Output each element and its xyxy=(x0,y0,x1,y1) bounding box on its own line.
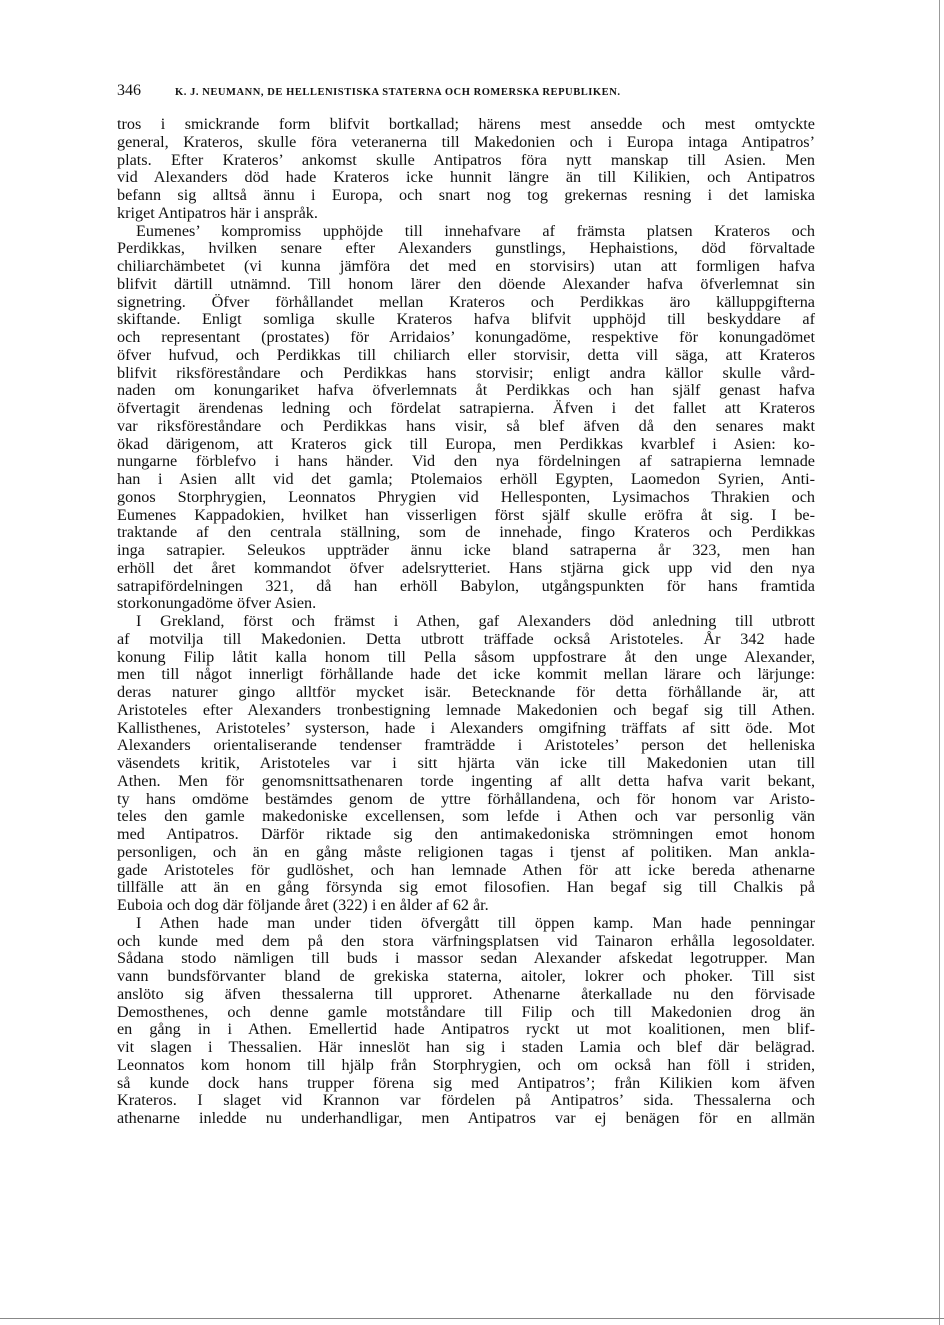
text-line: Aristoteles efter Alexanders tronbestigning lemnade Makedonien och begaf sig till Athen. xyxy=(117,700,815,719)
text-line: så kunde dock hans trupper förena sig med Antipatros’; från Kilikien kom äfven xyxy=(117,1073,815,1092)
text-line: vid Alexanders död hade Krateros icke hunnit längre än till Kilikien, och Antipatros xyxy=(117,168,815,187)
text-line: erhöll det året kommandot öfver adelsrytteriet. Hans stjärna gick upp vid den nya xyxy=(117,558,815,577)
text-line: blifvit riksföreståndare och Perdikkas hans storvisir; enligt andra källor skulle vård- xyxy=(117,363,815,382)
text-line: Perdikkas, hvilken senare efter Alexanders gunstlings, Hephaistions, död förvaltade xyxy=(117,239,815,258)
text-line: Demosthenes, och denne gamle motståndare till Filip och till Makedonien drog än xyxy=(117,1002,815,1021)
text-line: I Grekland, först och främst i Athen, gaf Alexanders död anledning till utbrott xyxy=(136,612,815,630)
running-title: K. J. NEUMANN, DE HELLENISTISKA STATERNA OCH ROMERSKA REPUBLIKEN. xyxy=(175,87,621,98)
text-line: deras naturer gingo alltför mycket isär. Betecknande för detta förhållande är, att xyxy=(117,683,815,701)
text-line: Eumenes’ kompromiss upphöjde till innehafvare af främsta platsen Krateros och xyxy=(136,221,815,240)
body-text xyxy=(117,116,815,1128)
text-line: I Athen hade man under tiden öfvergått till öppen kamp. Man hade penningar xyxy=(136,913,815,932)
page-header xyxy=(117,82,817,102)
text-line: vit slagen i Thessalien. Här inneslöt han sig i staden Lamia och blef där belägrad. xyxy=(117,1038,815,1056)
text-line: med Antipatros. Därför riktade sig den antimakedoniska strömningen emot honom xyxy=(117,825,815,843)
text-line: af motvilja till Makedonien. Detta utbrott träffade också Aristoteles. År 342 hade xyxy=(117,629,815,648)
text-line: en gång in i Athen. Emellertid hade Antipatros ryckt ut mot koalitionen, men blif- xyxy=(117,1020,815,1039)
text-line: gade Aristoteles för gudlöshet, och han lemnade Athen för att icke bereda athenarne xyxy=(117,860,815,879)
text-line: anslöto sig äfven thessalerna till upproret. Athenarne återkallade nu den förvisade xyxy=(117,984,815,1003)
text-line: vann bundsförvanter bland de grekiska staterna, aitoler, lokrer och phoker. Till sist xyxy=(117,967,815,985)
text-line: Alexanders orientaliserande tendenser framträdde i Aristoteles’ person det helleniska xyxy=(117,736,815,755)
page-edge xyxy=(939,0,940,1325)
paragraph xyxy=(117,116,815,223)
text-line: Kallisthenes, Aristoteles’ systerson, hade i Alexanders omgifning träffats af sitt öde. Mot xyxy=(117,718,815,737)
text-line: nungarne förblefvo i hans händer. Vid den nya fördelningen af satrapierna lemnade xyxy=(117,452,815,471)
text-line: plats. Efter Krateros’ ankomst skulle Antipatros föra nytt manskap till Asien. Men xyxy=(117,150,815,169)
page-number: 346 xyxy=(117,82,141,99)
text-line: chiliarchämbetet (vi kunna jämföra det med en storvisirs) utan att formligen hafva xyxy=(117,257,815,275)
text-line: tros i smickrande form blifvit bortkallad; härens mest ansedde och mest omtyckte xyxy=(117,115,815,133)
text-line: och kunde med dem på den stora värfningsplatsen vid Tainaron erhålla legosoldater. xyxy=(117,931,815,950)
text-line: Eumenes Kappadokien, hvilket han visserligen först själf skulle eröfra åt sig. I be- xyxy=(117,505,815,524)
page-edge xyxy=(0,1318,944,1319)
text-line: naden om konungariket hafva öfverlemnats åt Perdikkas och han själf genast hafva xyxy=(117,381,815,400)
paragraph xyxy=(117,613,815,915)
text-line: och representant (prostates) för Arridaios’ konungadöme, respektive för konungadömet xyxy=(117,328,815,346)
text-line: gonos Storphrygien, Leonnatos Phrygien vid Hellesponten, Lysimachos Thrakien och xyxy=(117,487,815,506)
text-line: blifvit därtill utnämnd. Till honom lärer den döende Alexander hafva öfverlemnat sin xyxy=(117,274,815,293)
text-line: personligen, och än en gång måste religionen tagas i tjenst af politiken. Man ankla- xyxy=(117,842,815,861)
text-line: inga satrapier. Seleukos uppträder ännu icke bland satraperna år 323, men han xyxy=(117,541,815,559)
text-line: Sådana stodo nämligen till buds i massor sedan Alexander afskedat legotrupper. Man xyxy=(117,949,815,968)
text-line: kriget Antipatros här i anspråk. xyxy=(117,203,318,222)
text-line: signetring. Öfver förhållandet mellan Krateros och Perdikkas äro källuppgifterna xyxy=(117,292,815,311)
text-line: storkonungadöme öfver Asien. xyxy=(117,594,317,613)
text-line: skiftande. Enligt somliga skulle Krateros hafva blifvit upphöjd till beskyddare af xyxy=(117,310,815,329)
text-line: väsendets kritik, Aristoteles var i sitt hjärta vän icke till Makedonien utan till xyxy=(117,754,815,772)
text-line: athenarne inledde nu underhandligar, men Antipatros var ej benägen för en allmän xyxy=(117,1109,815,1127)
text-line: tillfälle att än en gång försynda sig emot filosofien. Han begaf sig till Chalkis på xyxy=(117,878,815,897)
text-line: han i Asien allt vid det gamla; Ptolemaios erhöll Egypten, Laomedon Syrien, Anti- xyxy=(117,470,815,488)
text-line: satrapifördelningen 321, då han erhöll Babylon, utgångspunkten för hans framtida xyxy=(117,576,815,595)
text-line: teles den gamle makedoniske excellensen, som lefde i Athen och var personlig vän xyxy=(117,807,815,826)
paragraph xyxy=(117,915,815,1128)
paragraph xyxy=(117,223,815,614)
text-line: var riksföreståndare och Perdikkas hans visir, så blef äfven då den senares makt xyxy=(117,416,815,435)
text-line: Athen. Men för genomsnittsathenaren torde ingenting af allt detta hafva varit bekant, xyxy=(117,771,815,790)
text-line: konung Filip låtit kalla honom till Pella såsom uppfostrare åt den unge Alexander, xyxy=(117,647,815,666)
text-line: general, Krateros, skulle föra veteranerna till Makedonien och i Europa intaga Antipatros’ xyxy=(117,132,815,151)
text-line: öfver hufvud, och Perdikkas till chiliarch eller storvisir, detta vill säga, att Krateros xyxy=(117,345,815,364)
text-line: ty hans omdöme bestämdes genom de yttre förhållandena, och för honom var Aristo- xyxy=(117,789,815,808)
text-line: Krateros. I slaget vid Krannon var fördelen på Antipatros’ sida. Thessalerna och xyxy=(117,1091,815,1110)
text-line: befann sig alltså ännu i Europa, och snart nog tog grekernas resning i det lamiska xyxy=(117,186,815,204)
text-line: Leonnatos kom honom till hjälp från Storphrygien, och om också han föll i striden, xyxy=(117,1055,815,1074)
text-line: ökad därigenom, att Krateros gick till Europa, men Perdikkas kvarblef i Asien: ko- xyxy=(117,434,815,453)
text-line: men till något innerligt förhållande hade det icke kommit mellan lärare och lärjunge: xyxy=(117,665,815,684)
text-line: öfvertagit ärendenas ledning och fördelat satrapierna. Äfven i det fallet att Krateros xyxy=(117,399,815,417)
text-line: traktande af den centrala ställning, som de innehade, fingo Krateros och Perdikkas xyxy=(117,523,815,542)
text-line: Euboia och dog där följande året (322) i en ålder af 62 år. xyxy=(117,896,489,914)
